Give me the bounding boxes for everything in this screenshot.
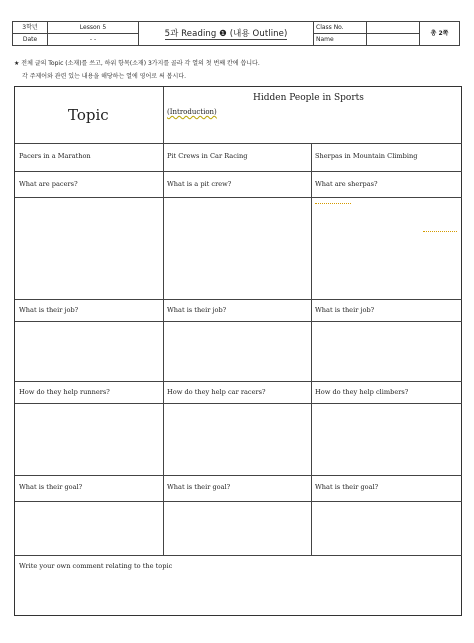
- name-label: Name: [314, 34, 367, 46]
- question-pacers-goal: What is their goal?: [19, 483, 83, 491]
- spellcheck-mark: [315, 200, 351, 204]
- topic-label: Topic: [68, 106, 109, 124]
- question-sherpas-job: What is their job?: [315, 306, 375, 314]
- question-pacers-what: What are pacers?: [19, 180, 78, 188]
- question-pacers-job: What is their job?: [19, 306, 79, 314]
- outline-grid: [14, 86, 462, 616]
- spellcheck-mark: [423, 228, 457, 232]
- introduction-label: (Introduction): [167, 108, 217, 116]
- question-pit-crew-what: What is a pit crew?: [167, 180, 232, 188]
- worksheet-title: 5과 Reading ❶ (내용 Outline): [139, 22, 314, 46]
- instruction-line-1: ★ 전체 글의 Topic (소재)를 쓰고, 하위 항목(소재) 3가지를 골라 각 열의 첫 번째 칸에 씁니다.: [14, 60, 260, 67]
- page-count: 총 2쪽: [420, 22, 460, 46]
- lesson-label: Lesson 5: [48, 22, 139, 34]
- date-label: Date: [13, 34, 48, 46]
- class-no-label: Class No.: [314, 22, 367, 34]
- question-sherpas-what: What are sherpas?: [315, 180, 378, 188]
- question-pit-crew-help: How do they help car racers?: [167, 388, 266, 396]
- question-pacers-help: How do they help runners?: [19, 388, 110, 396]
- question-pit-crew-goal: What is their goal?: [167, 483, 231, 491]
- subtopic-pit-crews: Pit Crews in Car Racing: [167, 152, 248, 160]
- topic-value: Hidden People in Sports: [253, 93, 364, 103]
- instruction-line-2: 각 주제어와 관련 있는 내용을 해당하는 열에 영어로 써 봅시다.: [22, 73, 186, 80]
- worksheet-header: [12, 21, 460, 46]
- question-pit-crew-job: What is their job?: [167, 306, 227, 314]
- subtopic-pacers: Pacers in a Marathon: [19, 152, 91, 160]
- subtopic-sherpas: Sherpas in Mountain Climbing: [315, 152, 418, 160]
- name-field[interactable]: [367, 34, 420, 46]
- comment-prompt: Write your own comment relating to the topic: [19, 562, 173, 570]
- date-field[interactable]: - -: [48, 34, 139, 46]
- question-sherpas-help: How do they help climbers?: [315, 388, 409, 396]
- grade-label: 3학년: [13, 22, 48, 34]
- question-sherpas-goal: What is their goal?: [315, 483, 379, 491]
- class-no-field[interactable]: [367, 22, 420, 34]
